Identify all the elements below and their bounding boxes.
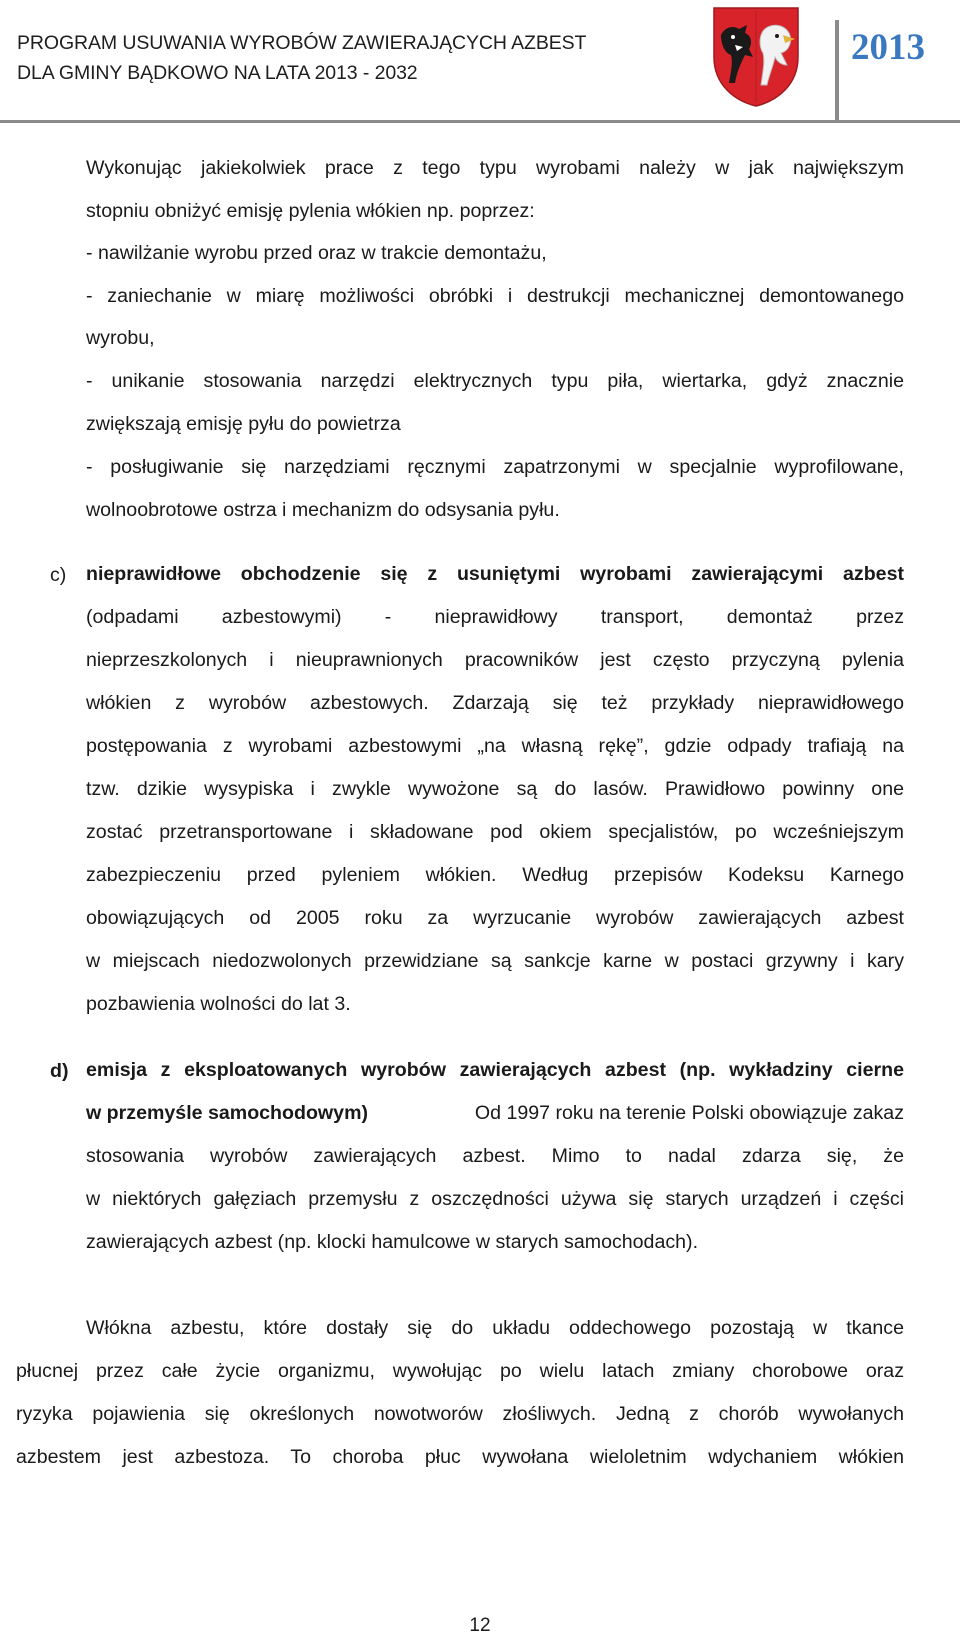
text-line: Wykonując jakiekolwiek prace z tego typu wyrobami należy w jak największym bbox=[86, 157, 904, 179]
list-item-d bbox=[86, 1049, 904, 1264]
page-number: 12 bbox=[469, 1615, 491, 1636]
item-heading-continuation bbox=[86, 1092, 904, 1135]
header-vertical-divider bbox=[835, 20, 839, 123]
text-line: tzw. dzikie wysypiska i zwykle wywożone są do lasów. Prawidłowo powinny one bbox=[86, 778, 904, 800]
header-horizontal-divider bbox=[0, 120, 960, 123]
text-line: stopniu obniżyć emisję pylenia włókien np. poprzez: bbox=[86, 200, 535, 222]
header-year: 2013 bbox=[851, 27, 925, 68]
item-heading: nieprawidłowe obchodzenie się z usuniętymi wyrobami zawierającymi azbest bbox=[86, 563, 904, 585]
text-line: w miejscach niedozwolonych przewidziane są sankcje karne w postaci grzywny i kary bbox=[86, 950, 904, 972]
page-header bbox=[0, 0, 960, 122]
text-line: wolnoobrotowe ostrza i mechanizm do odsysania pyłu. bbox=[86, 499, 560, 521]
text-line: wyrobu, bbox=[86, 327, 155, 349]
title-line-2: DLA GMINY BĄDKOWO NA LATA 2013 - 2032 bbox=[17, 62, 418, 84]
text-line: azbestem jest azbestoza. To choroba płuc wywołana wieloletnim wdychaniem włókien bbox=[16, 1446, 904, 1468]
text-line: płucnej przez całe życie organizmu, wywołując po wielu latach zmiany chorobowe oraz bbox=[16, 1360, 904, 1382]
text-line: stosowania wyrobów zawierających azbest. Mimo to nadal zdarza się, że bbox=[86, 1145, 904, 1167]
text-line: zwiększają emisję pyłu do powietrza bbox=[86, 413, 401, 435]
text-span: Od 1997 roku na terenie Polski obowiązuje zakaz bbox=[474, 1102, 904, 1124]
text-line: - posługiwanie się narzędziami ręcznymi zapatrzonymi w specjalnie wyprofilowane, bbox=[86, 456, 904, 478]
text-line: nieprzeszkolonych i nieuprawnionych pracowników jest często przyczyną pylenia bbox=[86, 649, 904, 671]
list-item-c bbox=[86, 553, 904, 1026]
intro-paragraph bbox=[86, 146, 904, 532]
text-line: zabezpieczeniu przed pyleniem włókien. Według przepisów Kodeksu Karnego bbox=[86, 864, 904, 886]
title-line-1: PROGRAM USUWANIA WYROBÓW ZAWIERAJĄCYCH AZBEST bbox=[17, 32, 587, 54]
text-line: pozbawienia wolności do lat 3. bbox=[86, 993, 351, 1015]
text-line: w niektórych gałęziach przemysłu z oszczędności używa się starych urządzeń i części bbox=[86, 1188, 904, 1210]
item-heading-bold: w przemyśle samochodowym) bbox=[86, 1102, 369, 1124]
text-line: Włókna azbestu, które dostały się do układu oddechowego pozostają w tkance bbox=[86, 1317, 904, 1339]
text-line: zawierających azbest (np. klocki hamulcowe w starych samochodach). bbox=[86, 1231, 699, 1253]
text-line: włókien z wyrobów azbestowych. Zdarzają się też przykłady nieprawidłowego bbox=[86, 692, 904, 714]
list-marker-d: d) bbox=[50, 1060, 69, 1082]
text-line: - nawilżanie wyrobu przed oraz w trakcie demontażu, bbox=[86, 242, 547, 264]
text-line: obowiązujących od 2005 roku za wyrzucanie wyrobów zawierających azbest bbox=[86, 907, 904, 929]
closing-paragraph bbox=[16, 1307, 904, 1479]
text-line: - zaniechanie w miarę możliwości obróbki i destrukcji mechanicznej demontowanego bbox=[86, 285, 904, 307]
list-marker-c: c) bbox=[50, 564, 67, 586]
text-line: - unikanie stosowania narzędzi elektrycznych typu piła, wiertarka, gdyż znacznie bbox=[86, 370, 904, 392]
text-line: postępowania z wyrobami azbestowymi „na własną rękę”, gdzie odpady trafiają na bbox=[86, 735, 904, 757]
text-line: (odpadami azbestowymi) - nieprawidłowy transport, demontaż przez bbox=[86, 606, 904, 628]
coat-of-arms-icon bbox=[711, 5, 801, 109]
item-heading: emisja z eksploatowanych wyrobów zawierających azbest (np. wykładziny cierne bbox=[86, 1059, 904, 1081]
text-line: ryzyka pojawienia się określonych nowotworów złośliwych. Jedną z chorób wywołanych bbox=[16, 1403, 904, 1425]
document-title bbox=[17, 28, 586, 88]
text-line: zostać przetransportowane i składowane pod okiem specjalistów, po wcześniejszym bbox=[86, 821, 904, 843]
